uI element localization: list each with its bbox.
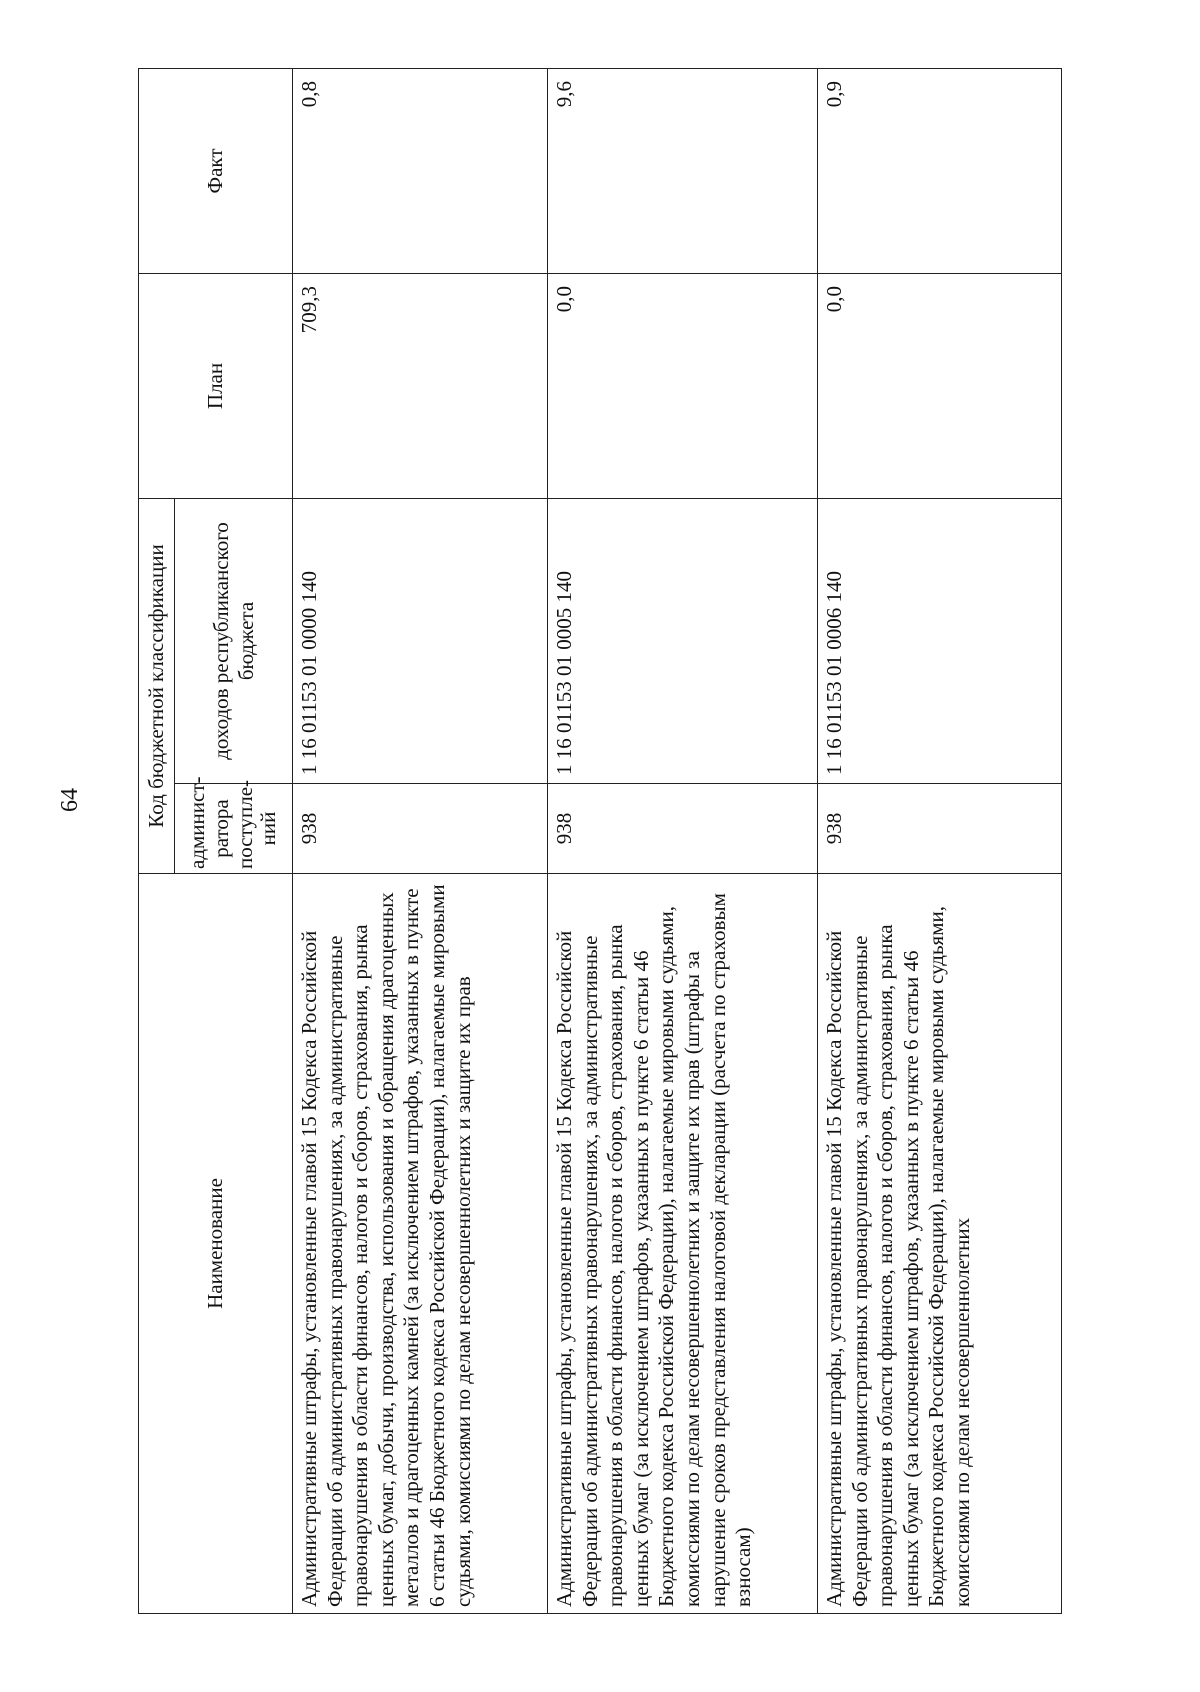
row-plan: 0,0 [818,273,1062,498]
row-plan: 709,3 [293,273,548,498]
row-admin-code: 938 [293,784,548,874]
header-plan: План [139,273,293,498]
row-income-code: 1 16 01153 01 0006 140 [818,498,1062,783]
table-row [548,68,818,1613]
row-fact: 9,6 [548,68,818,273]
table-row [818,68,1062,1613]
header-fact: Факт [139,68,293,273]
rotated-table-container [138,69,1061,1614]
row-admin-code: 938 [818,784,1062,874]
row-income-code: 1 16 01153 01 0000 140 [293,498,548,783]
header-name: Наименование [139,874,293,1614]
row-plan: 0,0 [548,273,818,498]
row-fact: 0,8 [293,68,548,273]
row-name: Административные штрафы, установленные главой 15 Кодекса Российской Федерации об административных правонарушениях, за административные правонарушения в области финансов, налогов и сборов, страхования, рынка ценных бумаг (за исключением штрафов, указанных в пункте 6 статьи 46 Бюджетного кодекса Российской Федерации), налагаемые мировыми судьями, комиссиями по делам несовершеннолетних и защите их прав (штрафы за нарушение сроков представления налоговой декларации (расчета по страховым взносам) [548,874,818,1614]
table-row [293,68,548,1613]
row-name: Административные штрафы, установленные главой 15 Кодекса Российской Федерации об административных правонарушениях, за административные правонарушения в области финансов, налогов и сборов, страхования, рынка ценных бумаг, добычи, производства, использования и обращения драгоценных металлов и драгоценных камней (за исключением штрафов, указанных в пункте 6 статьи 46 Бюджетного кодекса Российской Федерации), налагаемые мировыми судьями, комиссиями по делам несовершеннолетних и защите их прав [293,874,548,1614]
budget-table [138,68,1062,1614]
row-name: Административные штрафы, установленные главой 15 Кодекса Российской Федерации об административных правонарушениях, за административные правонарушения в области финансов, налогов и сборов, страхования, рынка ценных бумаг (за исключением штрафов, указанных в пункте 6 статьи 46 Бюджетного кодекса Российской Федерации), налагаемые мировыми судьями, комиссиями по делам несовершеннолетних [818,874,1062,1614]
header-code-group: Код бюджетной классификации [139,498,175,873]
row-admin-code: 938 [548,784,818,874]
row-income-code: 1 16 01153 01 0005 140 [548,498,818,783]
header-income: доходов республиканского бюджета [175,498,293,783]
page-number: 64 [57,788,83,812]
header-admin: админист-ратора поступле-ний [175,784,293,874]
row-fact: 0,9 [818,68,1062,273]
